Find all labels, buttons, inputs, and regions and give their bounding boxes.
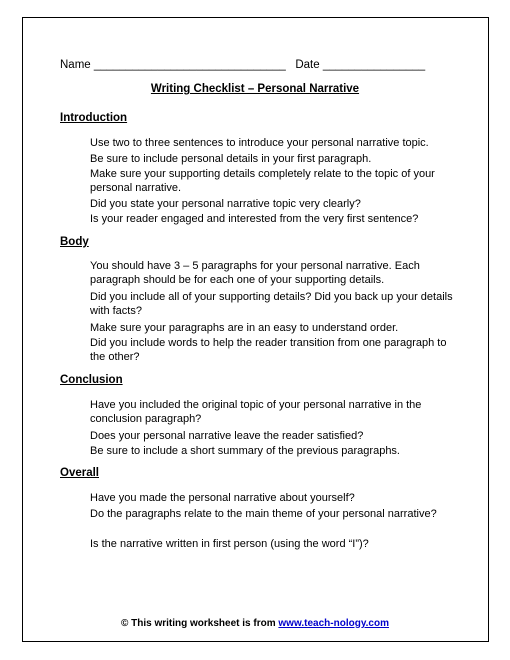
name-date-line	[60, 59, 425, 71]
worksheet-title: Writing Checklist – Personal Narrative	[150, 83, 360, 95]
checklist-item: Have you included the original topic of your personal narrative in the conclusion paragraph?	[90, 399, 422, 425]
checklist-item: Be sure to include a short summary of the previous paragraphs.	[90, 445, 400, 457]
checklist-item: Does your personal narrative leave the reader satisfied?	[90, 430, 364, 442]
date-field-label: Date ________________	[295, 59, 426, 71]
footer-link[interactable]: www.teach-nology.com	[278, 618, 389, 629]
checklist-item: Is your reader engaged and interested from the very first sentence?	[90, 213, 419, 225]
checklist-item: Is the narrative written in first person (using the word “I”)?	[90, 538, 369, 550]
checklist-item: Make sure your supporting details completely relate to the topic of your personal narrative.	[90, 168, 435, 194]
checklist-item: Did you include all of your supporting details? Did you back up your details with facts?	[90, 291, 453, 317]
section-heading-introduction: Introduction	[60, 112, 128, 124]
checklist-item: Did you state your personal narrative topic very clearly?	[90, 198, 361, 210]
footer-credit	[0, 618, 510, 629]
checklist-item: Use two to three sentences to introduce your personal narrative topic.	[90, 137, 429, 149]
footer-text: © This writing worksheet is from	[121, 618, 279, 629]
checklist-item: Have you made the personal narrative about yourself?	[90, 492, 355, 504]
checklist-item: Be sure to include personal details in your first paragraph.	[90, 153, 372, 165]
checklist-item: You should have 3 – 5 paragraphs for your personal narrative. Each paragraph should be for each one of your supporting details.	[90, 260, 420, 286]
checklist-item: Make sure your paragraphs are in an easy to understand order.	[90, 322, 399, 334]
section-heading-body: Body	[60, 236, 89, 248]
checklist-item: Do the paragraphs relate to the main theme of your personal narrative?	[90, 508, 437, 520]
section-heading-overall: Overall	[60, 467, 99, 479]
checklist-item: Did you include words to help the reader transition from one paragraph to the other?	[90, 337, 447, 363]
name-field-label: Name ______________________________	[60, 59, 286, 71]
section-heading-conclusion: Conclusion	[60, 374, 123, 386]
